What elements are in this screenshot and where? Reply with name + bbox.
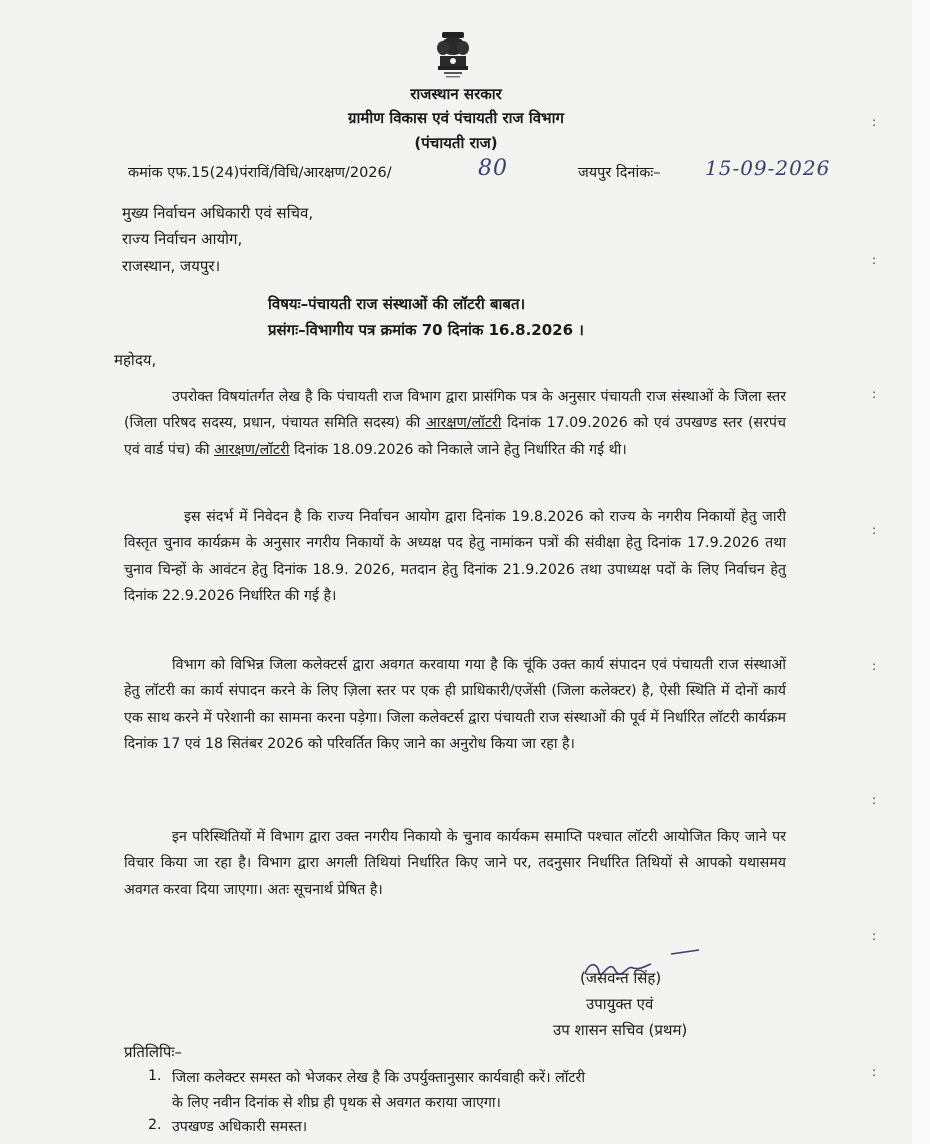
addressee-line-1: मुख्य निर्वाचन अधिकारी एवं सचिव, [122,204,314,222]
paragraph-1: उपरोक्त विषयांतर्गत लेख है कि पंचायती राज विभाग द्वारा प्रासंगिक पत्र के अनुसार पंचायती राज संस्थाओं के जिला स्तर (जिला परिषद सदस्य, प्रधान, पंचायत समिति सदस्य) की आरक्षण/लॉटरी दिनांक 17.09.2026 को एवं उपखण्ड स्तर (सरपंच एवं वार्ड पंच) की आरक्षण/लॉटरी दिनांक 18.09.2026 को निकाले जाने हेतु निर्धारित की गई थी। [124,389,786,458]
subject-line: विषयः–पंचायती राज संस्थाओं की लॉटरी बाबत। [268,295,526,313]
margin-mark: : [872,115,877,129]
paragraph-3: विभाग को विभिन्न जिला कलेक्टर्स द्वारा अवगत करवाया गया है कि चूंकि उक्त कार्य संपादन एवं पंचायती राज संस्थाओं हेतु लॉटरी का कार्य संपादन करने के लिए ज़िला स्तर पर एक ही प्राधिकारी/एजेंसी (जिला कलेक्टर) है, ऐसी स्थिति में दोनों कार्य एक साथ करने में परेशानी का सामना करना पड़ेगा। जिला कलेक्टर्स द्वारा पंचायती राज संस्थाओं की पूर्व में निर्धारित लॉटरी कार्यक्रम दिनांक 17 एवं 18 सितंबर 2026 को परिवर्तित किए जाने का अनुरोध किया जा रहा है। [124,657,786,752]
reference-line: प्रसंगः–विभागीय पत्र क्रमांक 70 दिनांक 16.8.2026 । [268,321,584,339]
date-label: जयपुर दिनांकः– [578,165,661,181]
margin-mark: : [872,387,877,401]
page-edge [912,0,930,1144]
signatory-designation-1: उपायुक्त एवं [586,995,654,1013]
addressee-line-3: राजस्थान, जयपुर। [122,257,221,275]
margin-mark: : [872,929,877,943]
signatory-designation-2: उप शासन सचिव (प्रथम) [553,1021,688,1039]
paragraph-2: इस संदर्भ में निवेदन है कि राज्य निर्वाचन आयोग द्वारा दिनांक 19.8.2026 को राज्य के नगरीय निकायों हेतु जारी विस्तृत चुनाव कार्यक्रम के अनुसार नगरीय निकायों के अध्यक्ष पद हेतु नामांकन पत्रों की संवीक्षा हेतु दिनांक 17.9.2026 तथा चुनाव चिन्हों के आवंटन हेतु दिनांक 18.9. 2026, मतदान हेतु दिनांक 21.9.2026 तथा उपाध्यक्ष पदों के लिए निर्वाचन हेतु दिनांक 22.9.2026 निर्धारित की गई है। [124,509,786,604]
addressee-line-2: राज्य निर्वाचन आयोग, [122,230,243,248]
reference-number-handwritten: 80 [478,156,508,181]
margin-mark: : [872,523,877,537]
margin-mark: : [872,793,877,807]
state-emblem-icon [432,28,474,82]
copy-to-label: प्रतिलिपिः– [124,1043,182,1061]
copy-item-number: 1. [148,1068,162,1084]
section-name: (पंचायती राज) [414,134,498,152]
margin-mark: : [872,253,877,267]
salutation: महोदय, [114,351,157,369]
copy-item-number: 2. [148,1117,162,1133]
reference-number-label: कमांक एफ.15(24)पंराविं/विधि/आरक्षण/2026/ [128,165,392,181]
signatory-name: (जसवन्त सिंह) [580,969,662,987]
copy-item-text: उपखण्ड अधिकारी समस्त। [172,1119,308,1135]
copy-item-text: जिला कलेक्टर समस्त को भेजकर लेख है कि उपर्युक्तानुसार कार्यवाही करें। लॉटरी [172,1070,586,1086]
margin-mark: : [872,1065,877,1079]
paragraph-4: इन परिस्थितियों में विभाग द्वारा उक्त नगरीय निकायो के चुनाव कार्यकम समाप्ति पश्चात लॉटरी आयोजित किए जाने पर विचार किया जा रहा है। विभाग द्वारा अगली तिथियां निर्धारित किए जाने पर, तदनुसार निर्धारित तिथियों से आपको यथासमय अवगत करवा दिया जाएगा। अतः सूचनार्थ प्रेषित है। [124,829,786,898]
govt-name: राजस्थान सरकार [410,85,502,103]
margin-mark: : [872,659,877,673]
date-handwritten: 15-09-2026 [705,156,831,180]
department-name: ग्रामीण विकास एवं पंचायती राज विभाग [348,109,564,127]
copy-item-text-continued: के लिए नवीन दिनांक से शीघ्र ही पृथक से अवगत कराया जाएगा। [172,1095,501,1111]
